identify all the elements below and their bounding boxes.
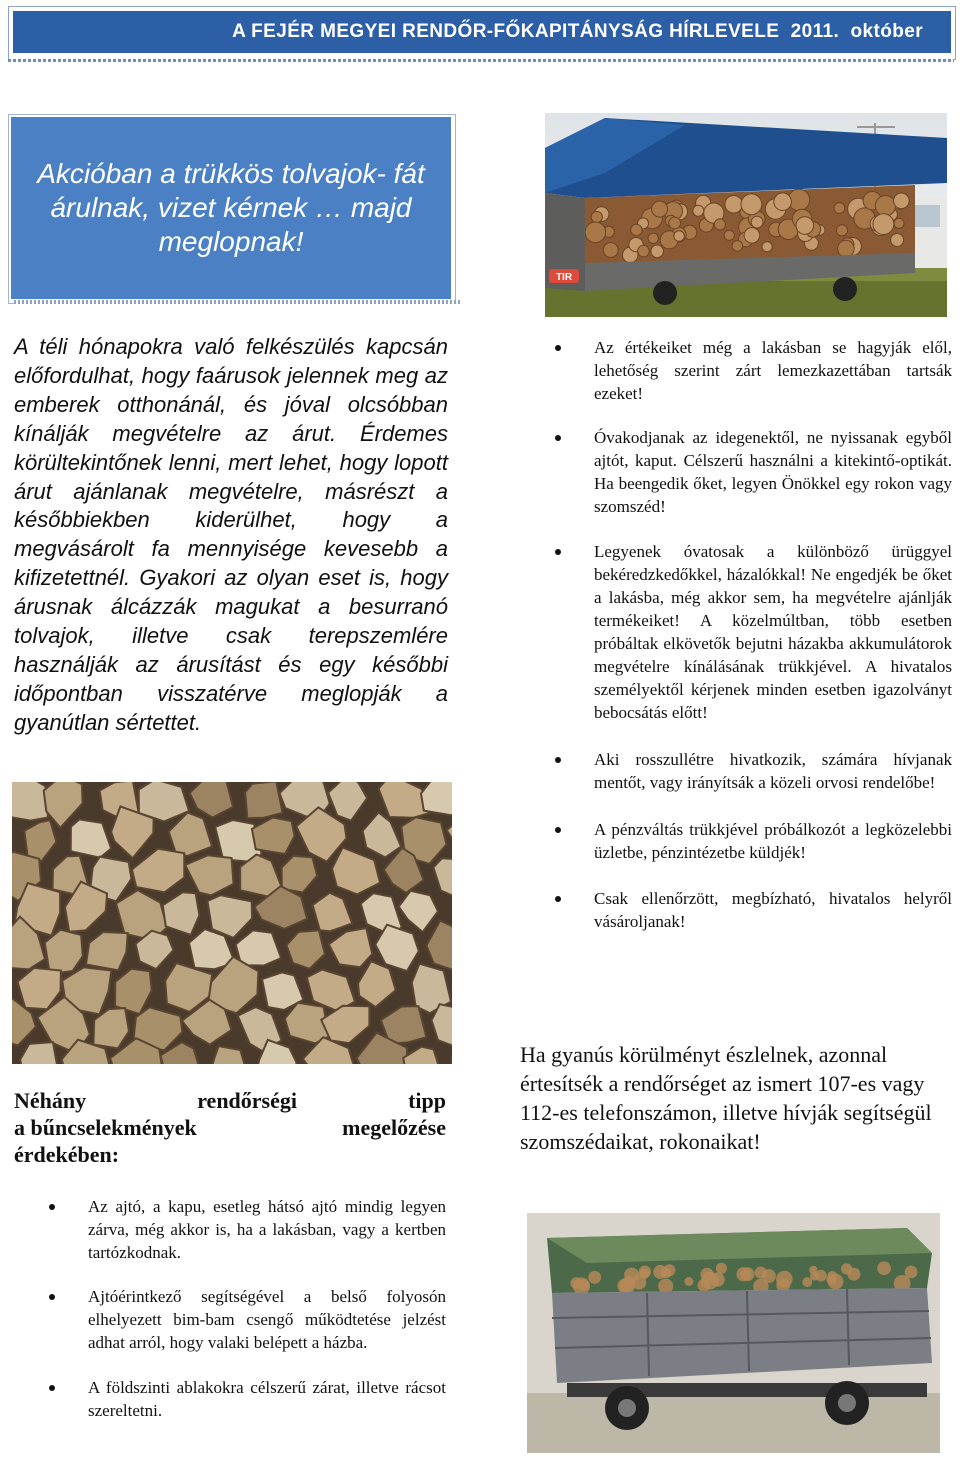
- tips-heading-line-1: Néhány rendőrségi tipp: [14, 1088, 446, 1113]
- tip-item: Az ajtó, a kapu, esetleg hátsó ajtó mindig legyen zárva, még akkor is, ha a lakásban, vagy a kertben tartózkodnak.: [88, 1197, 446, 1262]
- tip-item: Legyenek óvatosak a különböző ürüggyel bekéredzkedőkkel, házalókkal! Ne engedjék be őket a lakásba, még akkor sem, ha megvételre ajánlják termékeiket! A közelmúltban, több esetben próbáltak elkövetők bejutni házakba akkumulátorok megvételre kínálásának trükkjével. A hivatalos személyektől kérjenek minden esetben igazolványt bebocsátás előtt!: [594, 542, 952, 722]
- header-banner: [13, 11, 951, 53]
- tip-item: Ajtóérintkező segítségével a belső folyosón elhelyezett bim-bam csengő működtetése jelzést adhat arról, hogy valaki belépett a házba.: [88, 1287, 446, 1352]
- tip-item: Aki rosszullétre hivatkozik, számára hívjanak mentőt, vagy irányítsák a közeli orvosi rendelőbe!: [594, 750, 952, 792]
- tip-item: A földszinti ablakokra célszerű zárat, illetve rácsot szereltetni.: [88, 1378, 446, 1420]
- tip-item: Óvakodjanak az idegenektől, ne nyissanak egyből ajtót, kaput. Célszerű használni a kitekintő-optikát. Ha beengedik őket, legyen Önökkel egy rokon vagy szomszéd!: [594, 428, 952, 516]
- firewood-stack-photo: [12, 782, 452, 1064]
- tip-item: A pénzváltás trükkjével próbálkozót a legközelebbi üzletbe, pénzintézetbe küldjék!: [594, 820, 952, 862]
- newsletter-header: [8, 6, 956, 60]
- tip-item: Az értékeiket még a lakásban se hagyják elől, lehetőség szerint zárt lemezkazettában tartsák ezeket!: [594, 338, 952, 403]
- article-title: Akcióban a trükkös tolvajok- fát árulnak, vizet kérnek … majd meglopnak!: [37, 158, 425, 257]
- tir-plate: TIR: [555, 272, 573, 283]
- title-divider: [14, 300, 460, 304]
- intro-paragraph: A téli hónapokra való felkészülés kapcsán előfordulhat, hogy faárusok jelennek meg az emberek otthonánál, és jóval olcsóbban kínálják megvételre az árut. Érdemes körültekintőnek lenni, mert lehet, hogy lopott árut ajánlanak megvételre, másrészt a későbbiekben kiderülhet, hogy a megvásárolt fa mennyisége kevesebb a kifizetettnél. Gyakori az olyan eset is, hogy árusnak álcázzák magukat a besurranó tolvajok, illetve csak terepszemlére használják az árusítást és egy későbbi időpontban visszatérve meglopják a gyanútlan sértettet.: [14, 334, 448, 735]
- loaded-truck-photo: [527, 1213, 940, 1453]
- article-title-box: [8, 114, 456, 304]
- tips-heading-line-3: érdekében:: [14, 1142, 120, 1167]
- tips-heading: [14, 1087, 446, 1168]
- warning-paragraph: Ha gyanús körülményt észlelnek, azonnal értesítsék a rendőrséget az ismert 107-es vagy 112-es telefonszámon, illetve hívják segítségül szomszédaikat, rokonaikat!: [520, 1042, 932, 1154]
- header-divider: [8, 59, 954, 62]
- tips-list-left: [88, 1195, 446, 1422]
- article-title-banner: [11, 117, 451, 299]
- wood-truck-photo: [545, 113, 947, 317]
- tips-list-right: [594, 336, 952, 933]
- newsletter-title: A FEJÉR MEGYEI RENDŐR-FŐKAPITÁNYSÁG HÍRLEVELE 2011. október: [232, 21, 923, 42]
- tips-heading-line-2: a bűncselekmények megelőzése: [14, 1115, 446, 1140]
- tip-item: Csak ellenőrzött, megbízható, hivatalos helyről vásároljanak!: [594, 889, 952, 931]
